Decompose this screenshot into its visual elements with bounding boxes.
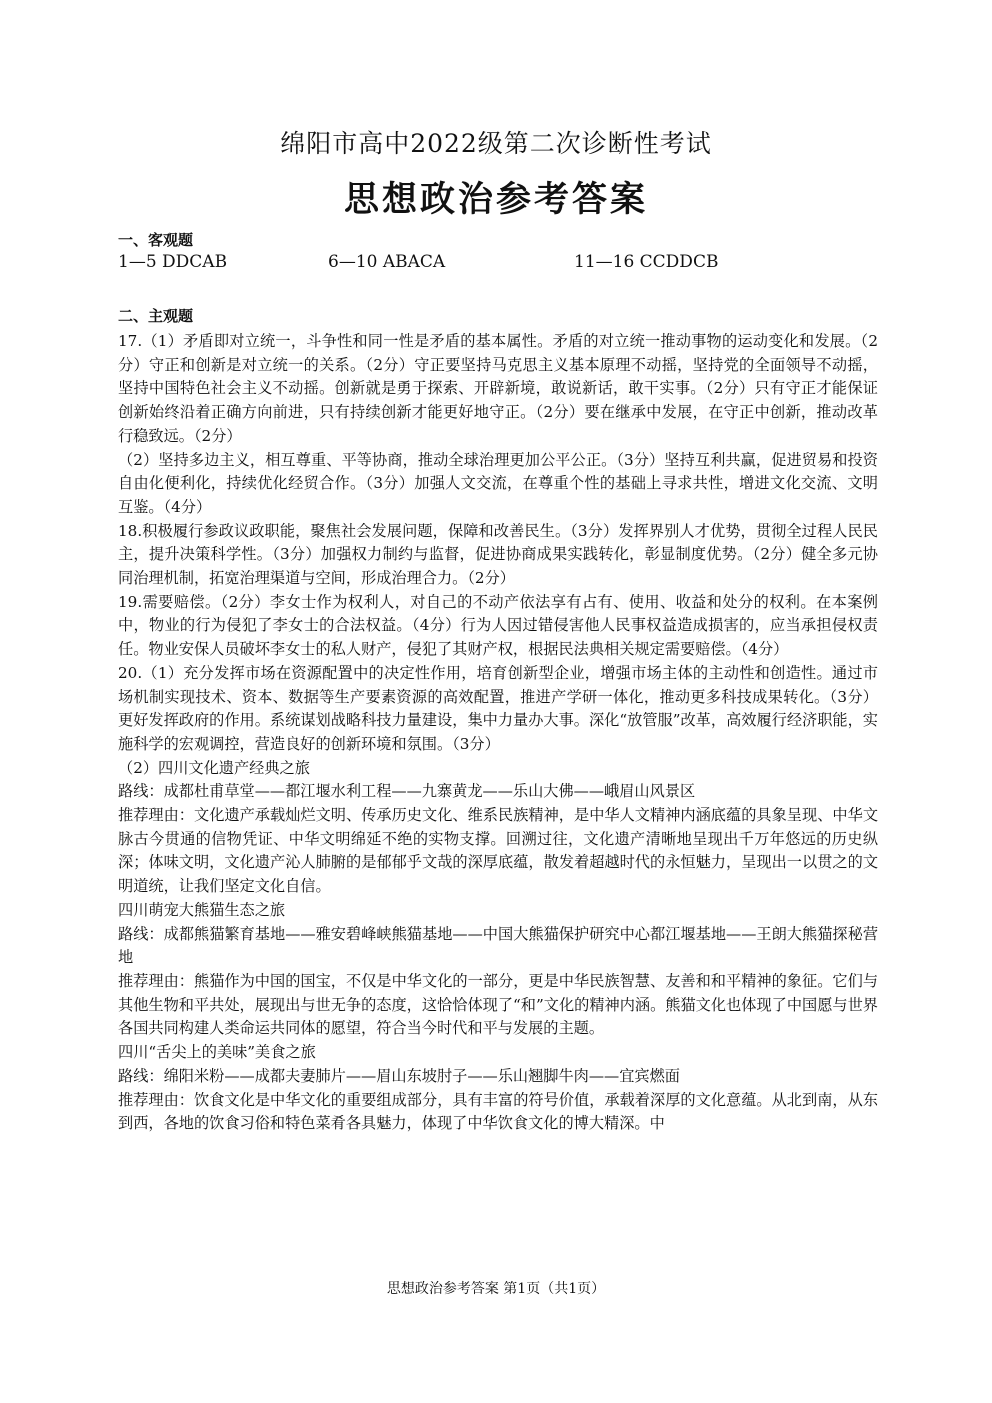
- route-2-title: 四川萌宠大熊猫生态之旅: [118, 900, 286, 919]
- answer-19: 19.需要赔偿。（2分）李女士作为权利人，对自己的不动产依法享有占有、使用、收益和处分的权利。在本案例中，物业的行为侵犯了李女士的合法权益。（4分）行为人因过错侵害他人民事权益造成损害的，应当承担侵权责任。物业安保人员破坏李女士的私人财产，侵犯了其财产权，根据民法典相关规定需要赔偿。（4分）: [118, 592, 878, 659]
- answers-6-10: 6—10 ABACA: [328, 252, 446, 272]
- answer-17-1: 17.（1）矛盾即对立统一，斗争性和同一性是矛盾的基本属性。矛盾的对立统一推动事物的运动变化和发展。（2分）守正和创新是对立统一的关系。（2分）守正要坚持马克思主义基本原理不动摇，坚持党的全面领导不动摇，坚持中国特色社会主义不动摇。创新就是勇于探索、开辟新境，敢说新话，敢干实事。（2分）只有守正才能保证创新始终沿着正确方向前进，只有持续创新才能更好地守正。（2分）要在继承中发展，在守正中创新，推动改革行稳致远。（2分）: [118, 332, 878, 445]
- route-2-path: 路线：成都熊猫繁育基地——雅安碧峰峡熊猫基地——中国大熊猫保护研究中心都江堰基地——王朗大熊猫探秘营地: [118, 924, 878, 967]
- exam-title: 绵阳市高中2022级第二次诊断性考试: [280, 129, 712, 158]
- objective-answers: [118, 252, 878, 278]
- answers-1-5: 1—5 DDCAB: [118, 252, 228, 272]
- route-1-title: （2）四川文化遗产经典之旅: [118, 758, 310, 777]
- objective-section-heading: 一、客观题: [118, 231, 194, 249]
- page-footer: 思想政治参考答案 第1页（共1页）: [386, 1281, 606, 1297]
- answer-17-2: （2）坚持多边主义，相互尊重、平等协商，推动全球治理更加公平公正。（3分）坚持互利共赢，促进贸易和投资自由化便利化，持续优化经贸合作。（3分）加强人文交流，在尊重个性的基础上寻求共性，增进文化交流、文明互鉴。（4分）: [118, 450, 878, 516]
- answer-18: 18.积极履行参政议政职能，聚焦社会发展问题，保障和改善民生。（3分）发挥界别人才优势，贯彻全过程人民民主，提升决策科学性。（3分）加强权力制约与监督，促进协商成果实践转化，彰显制度优势。（2分）健全多元协同治理机制，拓宽治理渠道与空间，形成治理合力。（2分）: [118, 521, 878, 588]
- subjective-section-heading: 二、主观题: [118, 307, 194, 325]
- route-1-reason: 推荐理由：文化遗产承载灿烂文明、传承历史文化、维系民族精神，是中华人文精神内涵底蕴的具象呈现、中华文脉古今贯通的信物凭证、中华文明绵延不绝的实物支撑。回溯过往，文化遗产清晰地呈现出千万年悠远的历史纵深；体味文明，文化遗产沁人肺腑的是郁郁乎文哉的深厚底蕴，散发着超越时代的永恒魅力，呈现出一以贯之的文明道统，让我们坚定文化自信。: [118, 806, 878, 896]
- route-3-reason: 推荐理由：饮食文化是中华文化的重要组成部分，具有丰富的符号价值，承载着深厚的文化意蕴。从北到南，从东到西，各地的饮食习俗和特色菜肴各具魅力，体现了中华饮食文化的博大精深。中: [118, 1090, 878, 1133]
- route-3-title: 四川“舌尖上的美味”美食之旅: [118, 1043, 316, 1062]
- answer-key-title: 思想政治参考答案: [343, 180, 648, 220]
- route-2-reason: 推荐理由：熊猫作为中国的国宝，不仅是中华文化的一部分，更是中华民族智慧、友善和和平精神的象征。它们与其他生物和平共处，展现出与世无争的态度，这恰恰体现了“和”文化的精神内涵。熊猫文化也体现了中国愿与世界各国共同构建人类命运共同体的愿望，符合当今时代和平与发展的主题。: [118, 971, 878, 1038]
- route-3-path: 路线：绵阳米粉——成都夫妻肺片——眉山东坡肘子——乐山翘脚牛肉——宜宾燃面: [118, 1066, 680, 1085]
- subjective-answers: [118, 330, 878, 1136]
- answer-20-1: 20.（1）充分发挥市场在资源配置中的决定性作用，培育创新型企业，增强市场主体的主动性和创造性。通过市场机制实现技术、资本、数据等生产要素资源的高效配置，推进产学研一体化，推动更多科技成果转化。（3分）更好发挥政府的作用。系统谋划战略科技力量建设，集中力量办大事。深化“放管服”改革，高效履行经济职能，实施科学的宏观调控，营造良好的创新环境和氛围。（3分）: [118, 663, 878, 753]
- answers-11-16: 11—16 CCDDCB: [574, 252, 719, 272]
- route-1-path: 路线：成都杜甫草堂——都江堰水利工程——九寨黄龙——乐山大佛——峨眉山风景区: [118, 782, 696, 801]
